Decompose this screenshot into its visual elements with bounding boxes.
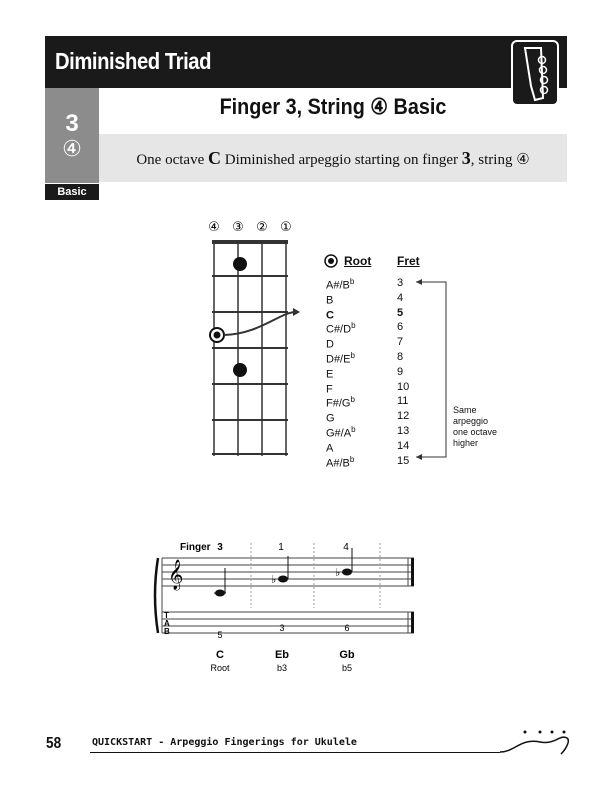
- fret-number: 10: [397, 380, 410, 393]
- note-name: A#/B: [326, 457, 350, 470]
- table-header-root: Root: [344, 254, 372, 268]
- fret-number: 3: [397, 277, 404, 289]
- note-name: B: [326, 294, 334, 307]
- fret-number: 6: [397, 321, 404, 334]
- string-label-3: ③: [232, 220, 244, 235]
- note-name: E: [326, 368, 334, 381]
- finger-2: 1: [278, 542, 284, 553]
- note-flat-sup: b: [350, 395, 355, 405]
- root-icon: [324, 254, 340, 270]
- fret-number: 14: [397, 439, 410, 452]
- finger-3: 4: [343, 542, 349, 553]
- degree-1: Root: [210, 663, 230, 673]
- tab-clef-b: B: [164, 627, 170, 636]
- finger-1: 3: [217, 542, 223, 553]
- level-tab: Basic: [45, 184, 99, 200]
- treble-clef: 𝄞: [168, 560, 184, 590]
- fret-number: 13: [397, 425, 410, 437]
- fret-number: 5: [397, 306, 404, 319]
- svg-text:♭: ♭: [335, 566, 341, 579]
- tab-clef-a: A: [164, 619, 170, 628]
- tab-number-1: 5: [217, 630, 223, 640]
- note-name: D#/E: [326, 353, 351, 366]
- fret-number: 4: [397, 291, 404, 304]
- note-flat-sup: b: [351, 425, 356, 434]
- tab-clef-t: T: [164, 611, 169, 620]
- string-label-2: ②: [256, 220, 268, 235]
- note-name: F#/G: [326, 398, 351, 411]
- tab-number-2: 3: [279, 623, 285, 633]
- degree-2: b3: [276, 663, 288, 673]
- fret-number: 9: [397, 365, 404, 378]
- description-text: [99, 148, 567, 169]
- note-name: G: [326, 412, 335, 425]
- note-name: F: [326, 383, 333, 396]
- root-arrow: [224, 312, 296, 335]
- description-prefix: One octave: [136, 152, 208, 168]
- note-name: C: [326, 309, 334, 322]
- note-name: G#/A: [326, 427, 352, 440]
- side-tab-finger: 3: [65, 110, 79, 137]
- table-header-fret: Fret: [397, 254, 420, 268]
- notation-block: [150, 538, 420, 683]
- header-title: Diminished Triad: [55, 48, 212, 74]
- octave-bracket: [414, 276, 454, 466]
- fret-number: 15: [397, 454, 410, 467]
- page-number: 58: [46, 735, 62, 752]
- note-name-1: C: [216, 649, 224, 661]
- footer-squiggle-icon: [495, 728, 575, 758]
- svg-text:♭: ♭: [271, 573, 277, 586]
- finger-label: Finger: [180, 542, 211, 553]
- fret-dot-4: [233, 363, 247, 377]
- fret-number: 7: [397, 336, 404, 349]
- string-label-4: ④: [208, 220, 220, 235]
- fretboard-grid: [212, 242, 288, 456]
- note-name: A#/B: [326, 279, 350, 292]
- description-suffix: , string ④: [470, 152, 530, 168]
- note-name: C#/D: [326, 324, 352, 337]
- header-bar: [45, 36, 567, 88]
- fret-dot-1: [233, 257, 247, 271]
- note-name-3: Gb: [339, 649, 355, 661]
- note-flat-sup: b: [350, 351, 355, 360]
- note-eb: [278, 576, 288, 583]
- tab-number-3: 6: [344, 623, 350, 633]
- side-tab-string: ④: [62, 136, 82, 161]
- description-middle: Diminished arpeggio starting on finger: [220, 152, 462, 168]
- description-band: [99, 134, 567, 182]
- note-c: [215, 590, 225, 597]
- fretboard-diagram: [200, 216, 310, 471]
- fret-number: 12: [397, 410, 410, 423]
- footer-rule: [90, 752, 500, 753]
- note-flat-sup: b: [349, 277, 355, 286]
- note-name: D: [326, 338, 334, 351]
- description-root: C: [207, 148, 221, 168]
- side-tab: [45, 88, 99, 183]
- same-arpeggio-note: Same arpeggio one octave higher: [453, 405, 498, 448]
- description-finger: 3: [461, 148, 471, 168]
- book-title: QUICKSTART - Arpeggio Fingerings for Ukulele: [92, 737, 357, 748]
- note-name: A: [326, 442, 334, 455]
- string-label-1: ①: [280, 220, 292, 235]
- page-subtitle: Finger 3, String ④ Basic: [219, 94, 447, 119]
- note-flat-sup: b: [351, 321, 356, 331]
- fret-number: 11: [397, 395, 409, 408]
- degree-3: b5: [341, 663, 353, 673]
- fret-number: 8: [397, 351, 404, 363]
- note-gb: [342, 569, 352, 576]
- note-name-2: Eb: [274, 649, 290, 661]
- note-flat-sup: b: [349, 454, 355, 464]
- root-dot-inner: [214, 332, 221, 339]
